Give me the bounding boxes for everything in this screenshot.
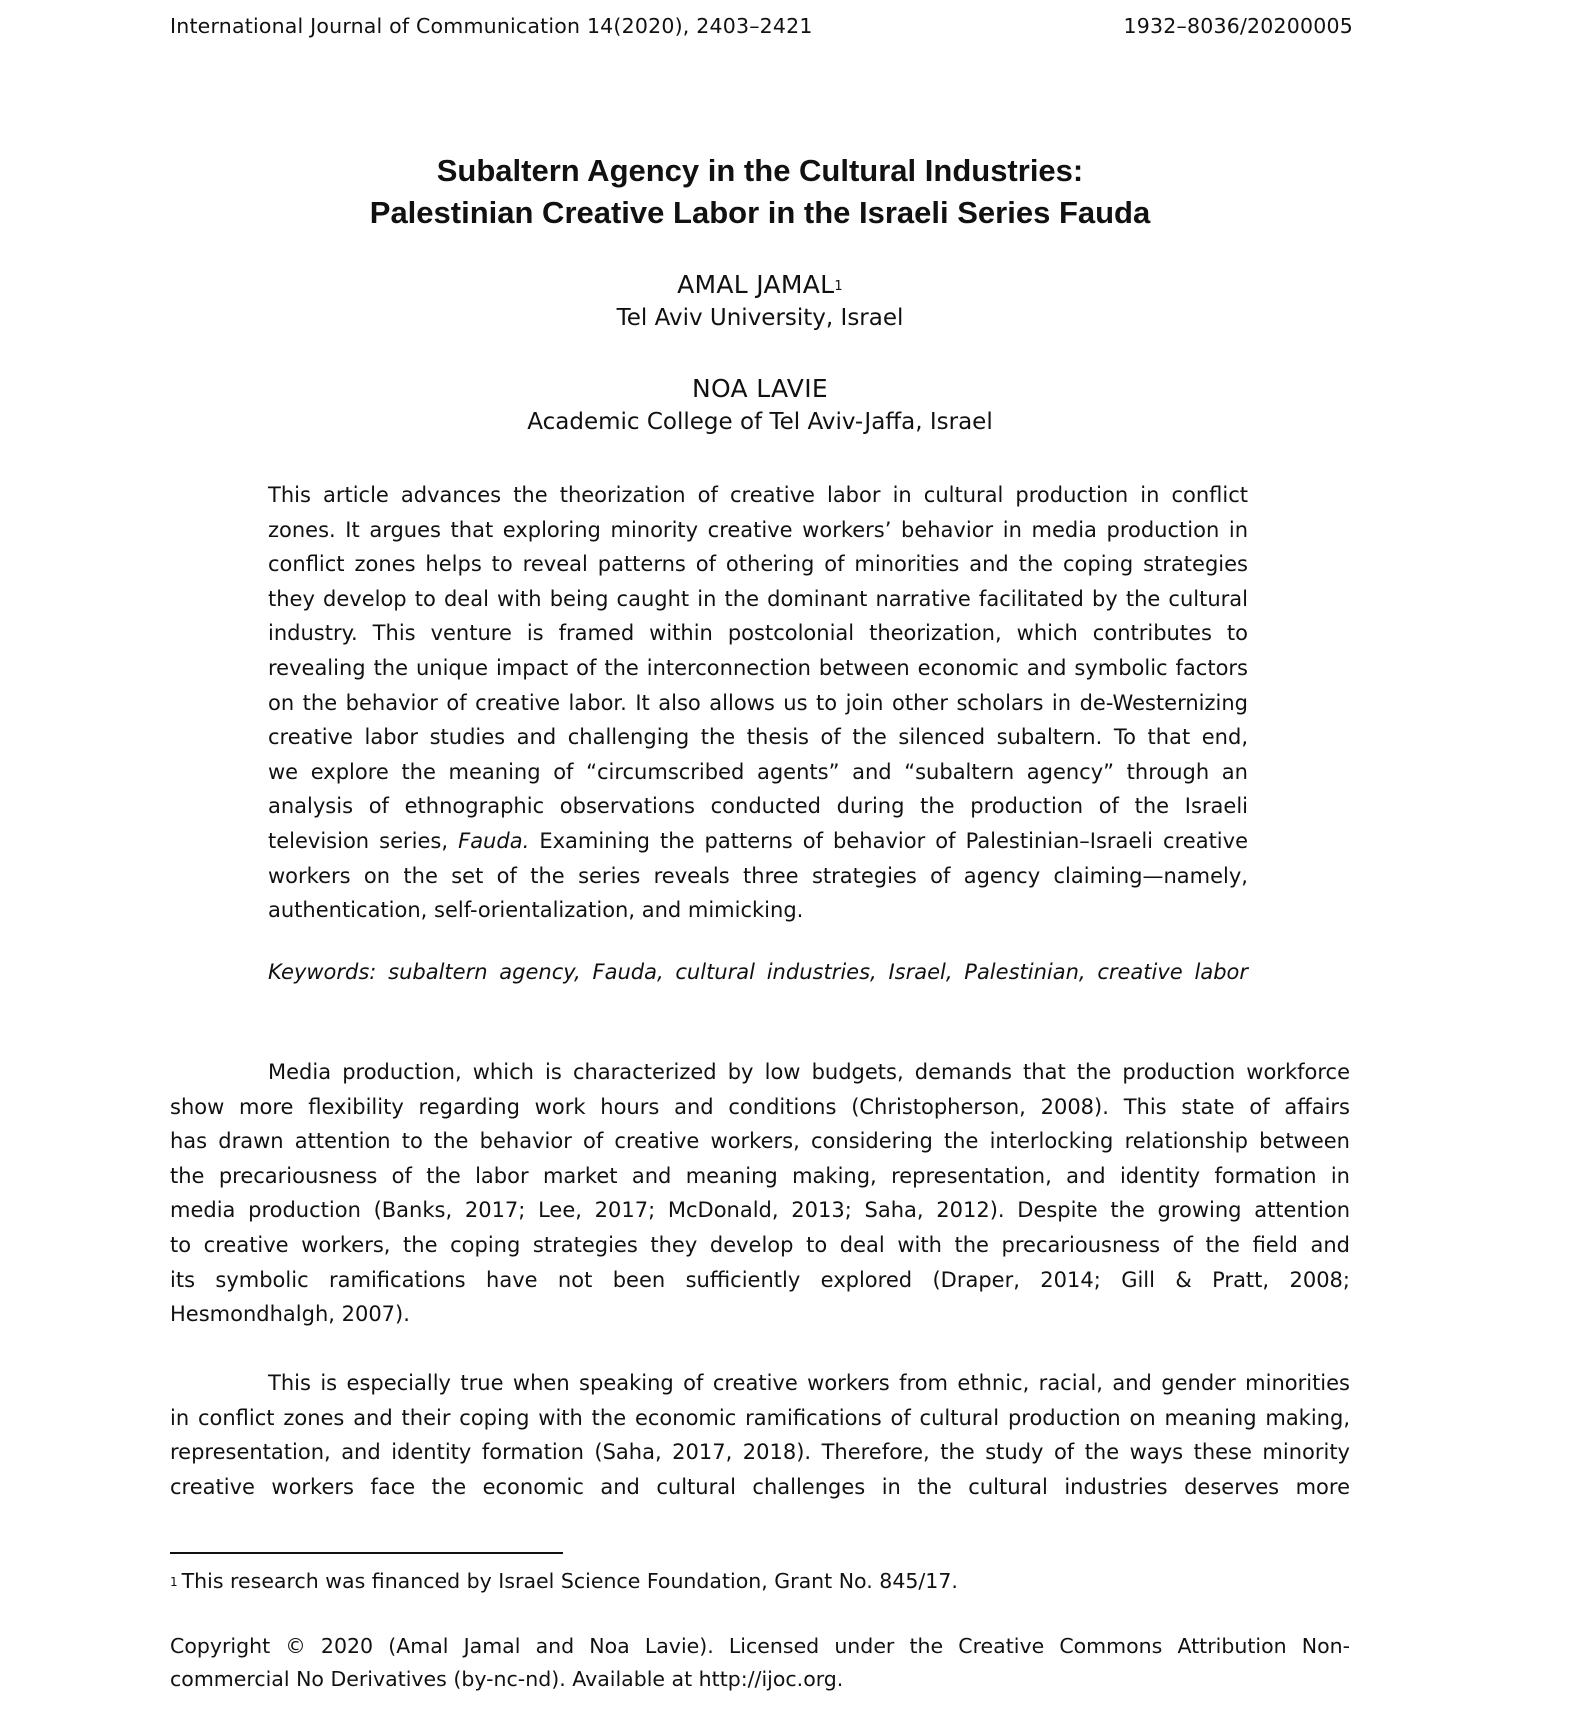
body-paragraph-2 bbox=[170, 1366, 1350, 1504]
copyright-line-2: commercial No Derivatives (by-nc-nd). Available at http://ijoc.org. bbox=[170, 1667, 844, 1691]
author-1-affiliation: Tel Aviv University, Israel bbox=[616, 305, 904, 331]
paragraph-line: show more flexibility regarding work hours and conditions (Christopherson, 2008). This state of affairs bbox=[170, 1094, 1350, 1119]
abstract bbox=[268, 478, 1248, 928]
copyright-line-1: Copyright © 2020 (Amal Jamal and Noa Lavie). Licensed under the Creative Commons Attribution Non- bbox=[170, 1634, 1350, 1658]
keywords: Keywords: subaltern agency, Fauda, cultural industries, Israel, Palestinian, creative labor bbox=[268, 960, 1248, 984]
paragraph-line: its symbolic ramifications have not been sufficiently explored (Draper, 2014; Gill & Pratt, 2008; bbox=[170, 1267, 1350, 1292]
paragraph-line: the precariousness of the labor market and meaning making, representation, and identity formation in bbox=[170, 1163, 1350, 1188]
footnote bbox=[170, 1566, 958, 1596]
paragraph-line: to creative workers, the coping strategies they develop to deal with the precariousness of the field and bbox=[170, 1232, 1350, 1257]
abstract-line: zones. It argues that exploring minority creative workers’ behavior in media production in bbox=[268, 517, 1248, 542]
running-header bbox=[170, 14, 1353, 38]
abstract-line: conflict zones helps to reveal patterns of othering of minorities and the coping strategies bbox=[268, 552, 1248, 577]
paragraph-line: in conflict zones and their coping with the economic ramifications of cultural production on meaning making, bbox=[170, 1405, 1350, 1430]
title-line-2: Palestinian Creative Labor in the Israeli Series Fauda bbox=[369, 195, 1151, 230]
author-1 bbox=[0, 268, 1520, 334]
author-1-name-line bbox=[0, 268, 1520, 302]
abstract-text: Examining the patterns of behavior of Palestinian–Israeli creative bbox=[529, 828, 1248, 853]
abstract-line: This article advances the theorization of creative labor in cultural production in conflict bbox=[268, 483, 1248, 507]
footnote-text: This research was financed by Israel Science Foundation, Grant No. 845/17. bbox=[181, 1569, 958, 1593]
abstract-line: industry. This venture is framed within postcolonial theorization, which contributes to bbox=[268, 621, 1248, 646]
abstract-line: we explore the meaning of “circumscribed agents” and “subaltern agency” through an bbox=[268, 759, 1248, 784]
author-1-footnote-mark[interactable]: 1 bbox=[834, 279, 843, 294]
issn: 1932–8036/20200005 bbox=[1123, 14, 1353, 38]
journal-citation: International Journal of Communication 14(2020), 2403–2421 bbox=[170, 14, 813, 38]
abstract-line: revealing the unique impact of the interconnection between economic and symbolic factors bbox=[268, 655, 1248, 680]
series-title-italic: Fauda. bbox=[458, 828, 530, 853]
author-2-name: NOA LAVIE bbox=[692, 374, 828, 403]
abstract-text: television series, bbox=[268, 828, 459, 853]
copyright-notice bbox=[170, 1630, 1350, 1696]
abstract-line: workers on the set of the series reveals three strategies of agency claiming—namely, bbox=[268, 863, 1248, 888]
title-line-1: Subaltern Agency in the Cultural Industries: bbox=[436, 153, 1084, 188]
paragraph-line: has drawn attention to the behavior of creative workers, considering the interlocking relationship between bbox=[170, 1129, 1350, 1154]
paragraph-line: representation, and identity formation (Saha, 2017, 2018). Therefore, the study of the ways these minority bbox=[170, 1440, 1350, 1465]
abstract-line: on the behavior of creative labor. It also allows us to join other scholars in de-Westernizing bbox=[268, 690, 1248, 715]
paragraph-line: creative workers face the economic and cultural challenges in the cultural industries deserves more bbox=[170, 1474, 1350, 1499]
abstract-line bbox=[268, 824, 1248, 859]
paragraph-line: This is especially true when speaking of creative workers from ethnic, racial, and gender minorities bbox=[268, 1371, 1350, 1395]
footnote-divider bbox=[170, 1552, 563, 1554]
author-2-affiliation: Academic College of Tel Aviv-Jaffa, Israel bbox=[527, 409, 993, 435]
footnote-mark: 1 bbox=[170, 1575, 178, 1589]
author-1-name: AMAL JAMAL bbox=[677, 270, 835, 299]
abstract-line: creative labor studies and challenging the thesis of the silenced subaltern. To that end, bbox=[268, 725, 1248, 750]
paragraph-line: media production (Banks, 2017; Lee, 2017; McDonald, 2013; Saha, 2012). Despite the growing attention bbox=[170, 1198, 1350, 1223]
abstract-line: they develop to deal with being caught in the dominant narrative facilitated by the cultural bbox=[268, 586, 1248, 611]
abstract-line: authentication, self-orientalization, and mimicking. bbox=[268, 898, 804, 923]
body-paragraph-1 bbox=[170, 1055, 1350, 1332]
paragraph-line: Media production, which is characterized by low budgets, demands that the production workforce bbox=[268, 1060, 1350, 1084]
paragraph-line: Hesmondhalgh, 2007). bbox=[170, 1302, 410, 1327]
author-2 bbox=[0, 372, 1520, 438]
abstract-line: analysis of ethnographic observations conducted during the production of the Israeli bbox=[268, 794, 1248, 819]
article-title bbox=[0, 150, 1520, 234]
